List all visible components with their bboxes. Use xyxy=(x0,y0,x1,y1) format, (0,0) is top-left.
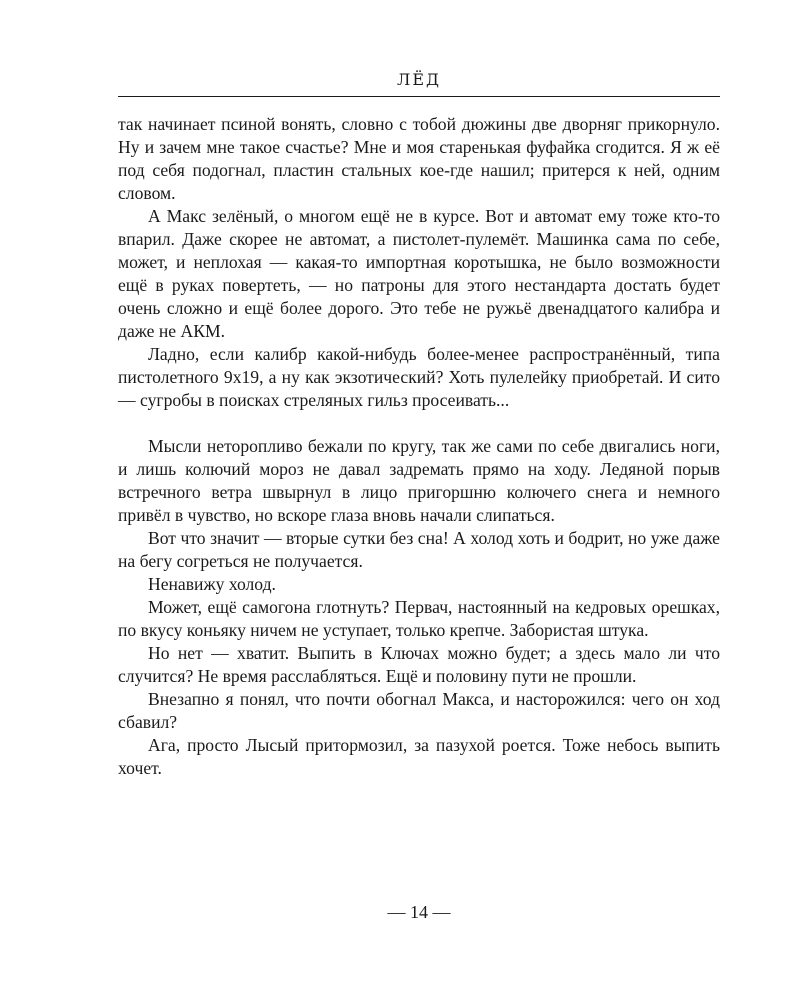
running-title: ЛЁД xyxy=(396,70,442,89)
paragraph-9: Внезапно я понял, что почти обогнал Макса, и насторожился: чего он ход сбавил? xyxy=(118,689,720,732)
body-text xyxy=(118,113,720,780)
paragraph-4: Мысли неторопливо бежали по кругу, так же сами по себе двигались ноги, и лишь колючий мороз не давал задремать прямо на ходу. Ледяной порыв встречного ветра швырнул в лицо пригоршню колючего снега и немного привёл в чувство, но вскоре глаза вновь начали слипаться. xyxy=(118,436,720,525)
paragraph-3: Ладно, если калибр какой-нибудь более-менее распространённый, типа пистолетного 9х19, а ну как экзотический? Хоть пулелейку приобретай. И сито — сугробы в поисках стреляных гильз просеивать... xyxy=(118,344,720,410)
header-rule xyxy=(118,96,720,97)
paragraph-8: Но нет — хватит. Выпить в Ключах можно будет; а здесь мало ли что случится? Не время расслабляться. Ещё и половину пути не прошли. xyxy=(118,643,720,686)
page-number: — 14 — xyxy=(387,902,451,922)
paragraph-10: Ага, просто Лысый притормозил, за пазухой роется. Тоже небось выпить хочет. xyxy=(118,735,720,778)
paragraph-2: А Макс зелёный, о многом ещё не в курсе. Вот и автомат ему тоже кто-то впарил. Даже скорее не автомат, а пистолет-пулемёт. Машинка сама по себе, может, и неплохая — какая-то импортная коротышка, не было возможности ещё в руках повертеть, — но патроны для этого нестандарта достать будет очень сложно и ещё более дорого. Это тебе не ружьё двенадцатого калибра и даже не АКМ. xyxy=(118,206,720,341)
paragraph-7: Может, ещё самогона глотнуть? Первач, настоянный на кедровых орешках, по вкусу коньяку ничем не уступает, только крепче. Забористая штука. xyxy=(118,597,720,640)
paragraph-6: Ненавижу холод. xyxy=(148,574,276,594)
paragraph-1: так начинает псиной вонять, словно с тобой дюжины две дворняг прикорнуло. Ну и зачем мне такое счастье? Мне и моя старенькая фуфайка сгодится. Я ж её под себя подогнал, пластин стальных кое-где нашил; притерся к ней, одним словом. xyxy=(118,114,720,203)
paragraph-5: Вот что значит — вторые сутки без сна! А холод хоть и бодрит, но уже даже на бегу согреться не получается. xyxy=(118,528,720,571)
